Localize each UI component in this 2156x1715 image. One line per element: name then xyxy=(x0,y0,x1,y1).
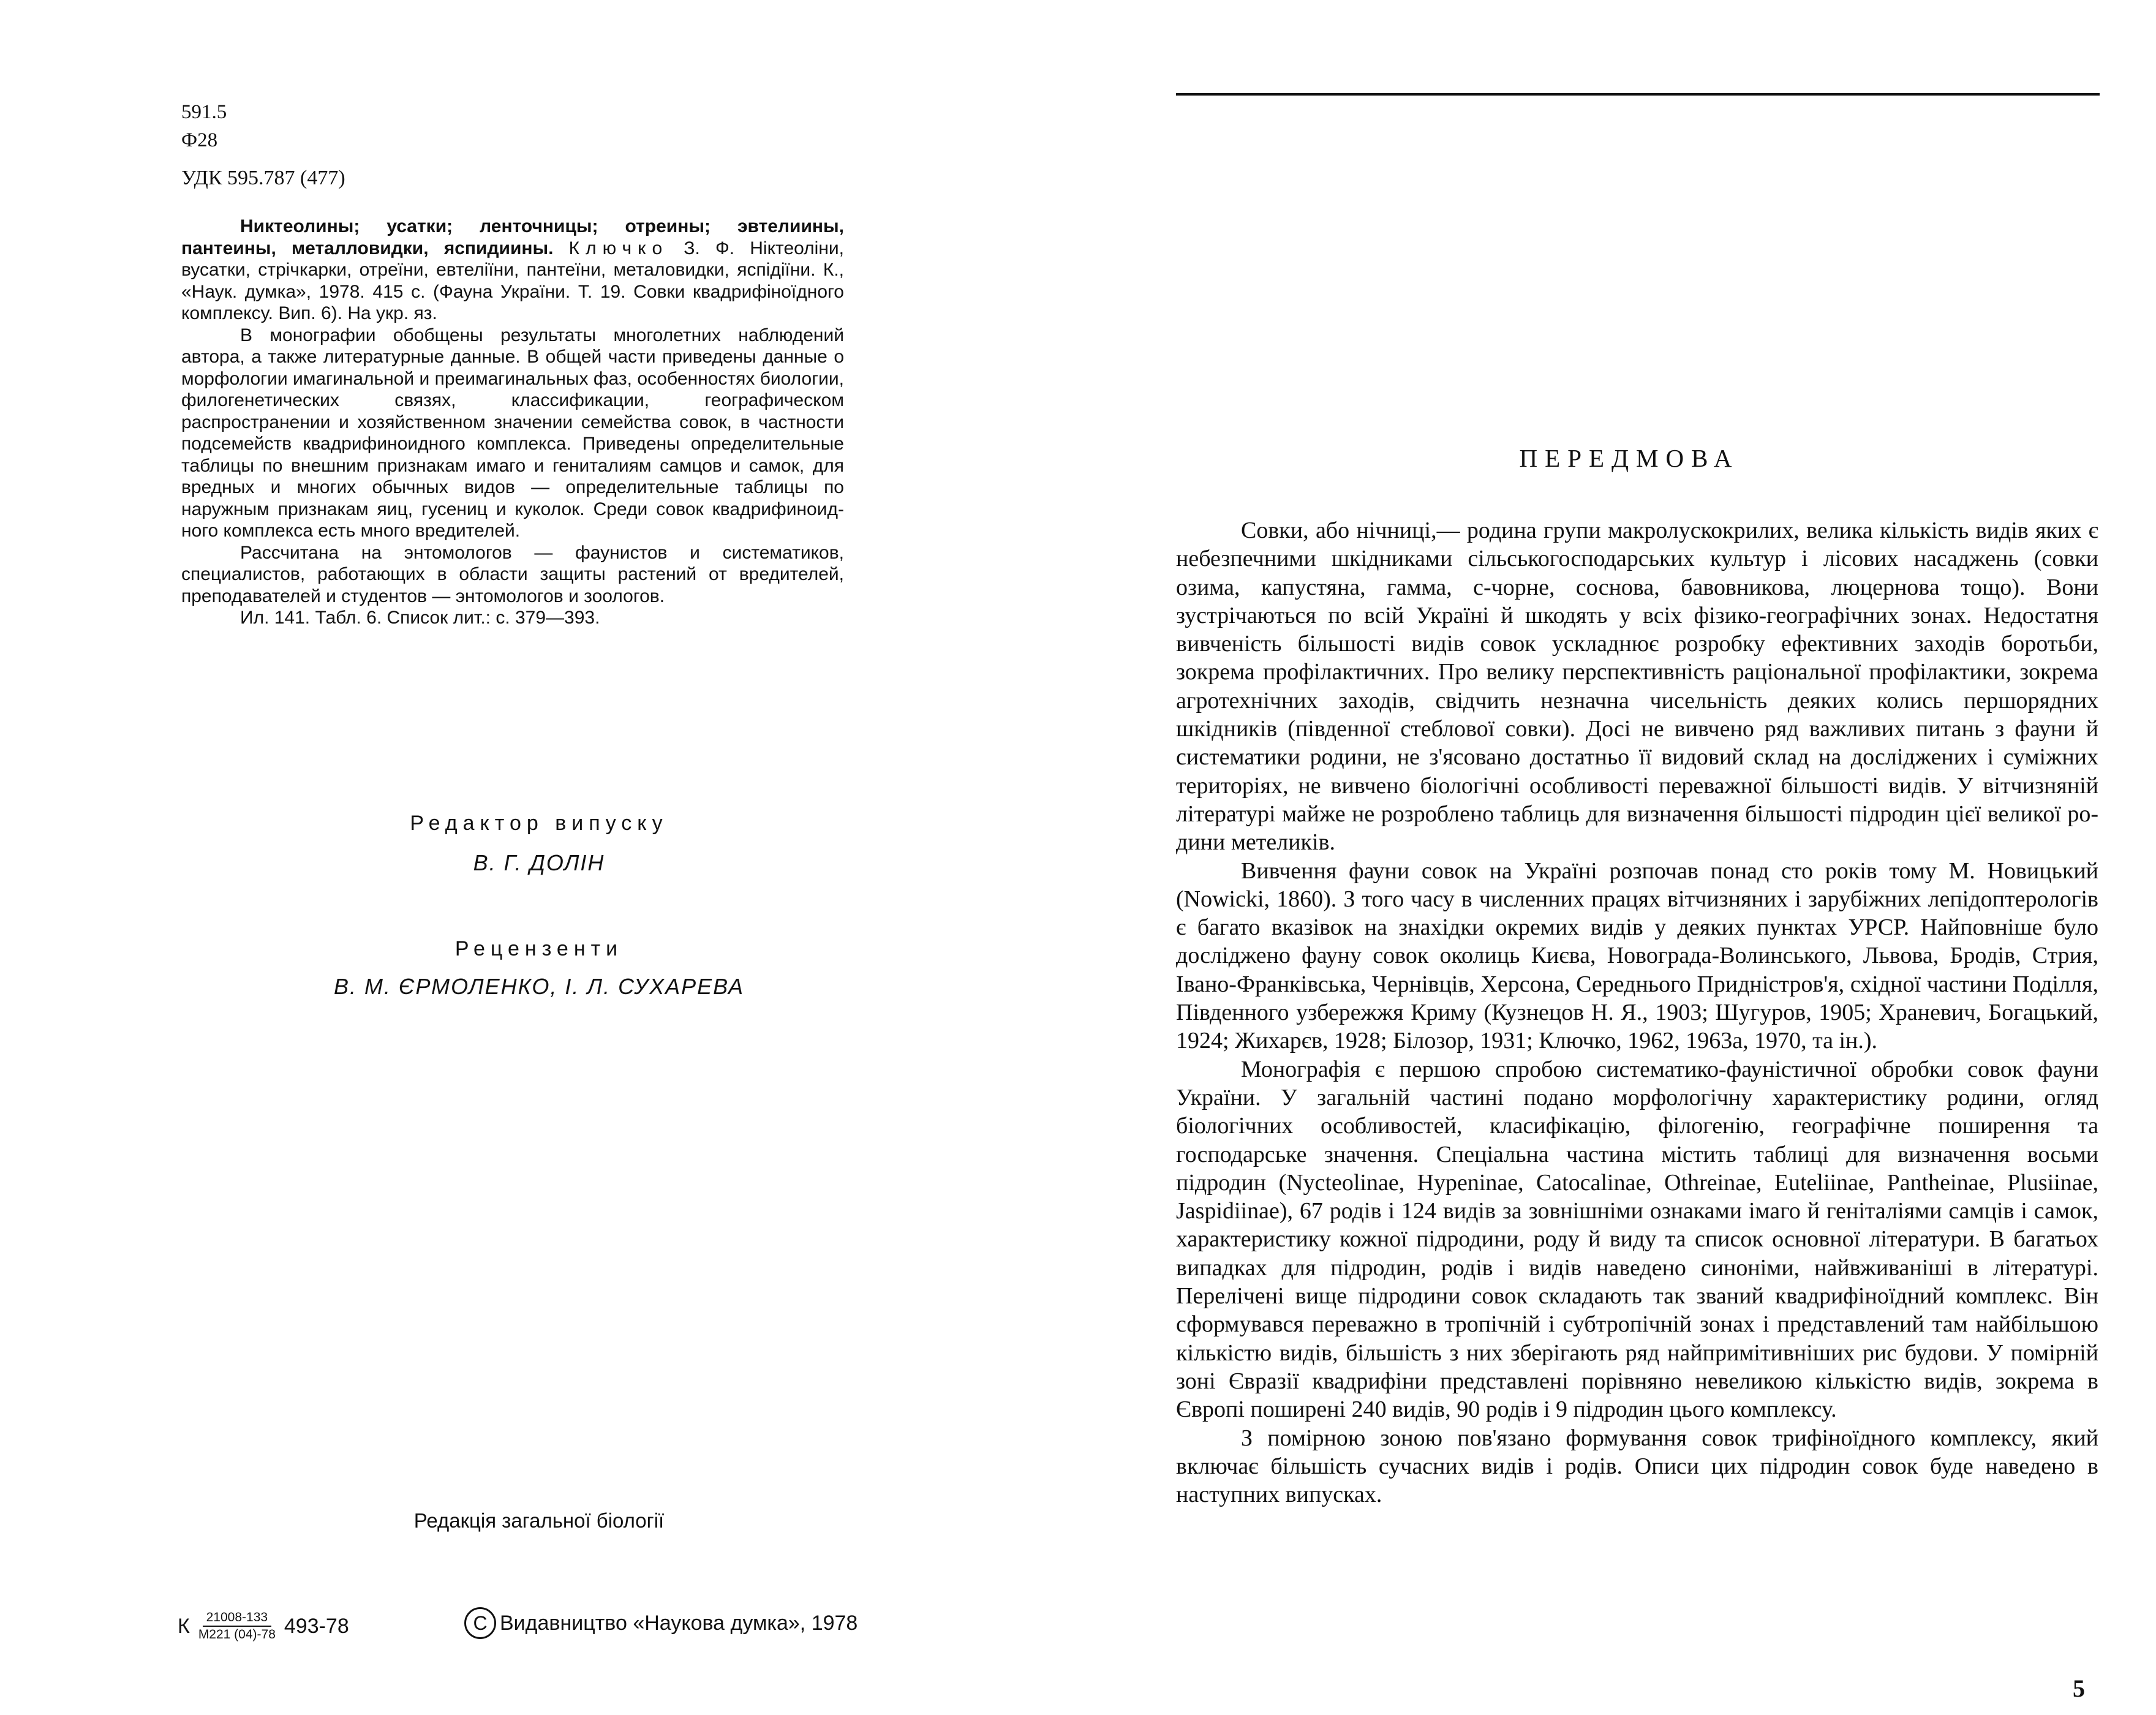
copyright-icon: C xyxy=(464,1607,496,1639)
preface-paragraph: З помірною зоною пов'язано формування совок трифіноїдного комплексу, який включає більшість сучасних видів і родів. Описи цих підродин совок буде наведено в наступних випусках. xyxy=(1176,1425,2098,1508)
preface-paragraph: Монографія є першою спробою систематико-фауністичної обробки совок фауни України. У загальній частині подано морфологічну характеристику родини, огляд біологічних особливостей, класифікацію, філогенію, географічне поширення та господарське значення. Спеціальна частина містить таблиці для визначення восьми підродин (Nycteolinae, Hypeninae, Catocalinae, Othreinae, Euteliinae, Pantheinae, Plusiinae, Jaspidiinae), 67 родів і 124 видів за зовнішніми ознаками імаго й геніталіями самців і самок, характеристику кожної підродини, роду й виду та список основної літератури. В багатьох випадках для підродин, родів і видів наведено синоніми, найвживаніші в літературі. Перелічені вище підродини совок складають так званий квадрифіноїдний комплекс. Він сформувався переважно в тропічній і субтропічній зонах і представлений там найбільшою кількістю видів, більшість з них зберігають ряд найпримітивніших рис будови. У помірній зоні Євразії квадрифіни представлені порівняно невеликою кількістю видів, зокрема в Європі поширені 240 видів, 90 родів і 9 підродин цього комплексу. xyxy=(1176,1056,2098,1423)
copyright-line xyxy=(464,1607,858,1639)
pub-code-numerator: 21008-133 xyxy=(203,1610,271,1627)
reviewers-names: В. М. ЄРМОЛЕНКО, І. Л. СУХАРЕВА xyxy=(334,974,744,999)
preface-paragraph: Совки, або нічниці,— родина групи макролускокрилих, велика кількість видів яких є небезпечними шкідниками сільськогосподарських культур і лісових насаджень (совки озима, капустяна, гамма, с-чорне, соснова, бавовникова, люцернова тощо). Вони зустрічаються по всій Україні й шкодять у всіх фізико-географічних зонах. Недостатня вивченість більшості видів совок ускладнює розробку ефективних заходів боротьби, зокрема профілактичних. Про велику перспективність раціональної профілактики, зокрема агротехнічних заходів, свідчить незначна чисельність деяких колись першорядних шкідників (південної стеблової совки). Досі не вивчено ряд важливих питань з фауни й систематики родини, не з'ясовано достатньо її видовий склад на досліджених і суміжних територіях, не вивчено біологічні особливості переважної більшості видів. У вітчизняній літературі майже не розроблено таблиць для визначення більшості підродин цієї великої родини метеликів. xyxy=(1176,518,2098,856)
preface-body xyxy=(1176,516,2098,1509)
bibliographic-abstract xyxy=(181,216,844,629)
abstract-paragraph: Ил. 141. Табл. 6. Список лит.: с. 379—393. xyxy=(240,608,600,628)
bibliographic-entry xyxy=(181,216,844,325)
classification-codes xyxy=(181,98,227,154)
abstract-paragraph: Рассчитана на энтомологов — фаунистов и систематиков, специалистов, работающих в области защиты растений от вредителей, преподавателей и студентов — энтомологов и зоологов. xyxy=(181,542,844,606)
pub-code-denominator: М221 (04)-78 xyxy=(198,1627,276,1642)
editor-heading: Редактор випуску xyxy=(410,812,668,835)
pub-code-fraction xyxy=(195,1610,279,1643)
copyright-text: Видавництво «Наукова думка», 1978 xyxy=(500,1611,858,1635)
editor-name: В. Г. ДОЛІН xyxy=(473,850,605,875)
page-number: 5 xyxy=(2073,1675,2085,1702)
entry-title: Никтеолины; усатки; ленточницы; отреины; эвтелиины, пантеины, металловидки, яспидиины. xyxy=(181,216,844,258)
page-title: ПЕРЕДМОВА xyxy=(1519,444,1740,472)
editorial-department: Редакція загальної біології xyxy=(413,1509,665,1532)
classification-code: Ф28 xyxy=(181,129,218,151)
reviewers-heading: Рецензенти xyxy=(454,937,624,960)
pub-code-prefix: К xyxy=(178,1614,190,1638)
entry-author: Ключко xyxy=(568,238,669,258)
pub-code-suffix: 493-78 xyxy=(284,1614,349,1638)
right-page xyxy=(1078,0,2156,1715)
udc-code: УДК 595.787 (477) xyxy=(181,167,345,189)
entry-details: З. Ф. Ніктеоліни, вусатки, стрічкарки, отреїни, евтеліїни, пантеїни, металовидки, яспідіїни. К., «Наук. думка», 1978. 415 с. (Фауна України. Т. 19. Совки квадрифіноїдного комплексу. Вип. 6). На укр. яз. xyxy=(181,238,844,323)
classification-code: 591.5 xyxy=(181,101,227,123)
preface-paragraph: Вивчення фауни совок на Україні розпочав понад сто років тому М. Новицький (Nowicki, 1860). З того часу в численних працях вітчизняних і зарубіжних лепідоптерологів є багато вказівок на знахідки окремих видів у деяких пунктах УРСР. Найповніше було досліджено фауну совок околиць Києва, Новограда-Волинського, Львова, Бродів, Стрия, Івано-Франківська, Чернівців, Херсона, Середнього Придністров'я, східної частини Поділля, Південного узбережжя Криму (Кузнецов Н. Я., 1903; Шугуров, 1905; Храневич, Богацький, 1924; Жихарєв, 1928; Білозор, 1931; Ключко, 1962, 1963а, 1970, та ін.). xyxy=(1176,858,2098,1054)
header-rule xyxy=(1176,93,2100,96)
publication-code xyxy=(178,1610,349,1643)
abstract-paragraph: В монографии обобщены результаты многолетних наблюдений автора, а также литературные данные. В общей части приведены данные о морфологии имагинальной и преимагинальных фаз, особенностях биологии, филогенетических связях, классификации, географическом распространении и хозяйственном значении семейства совок, в частности подсемейств квадрифиноидного комплекса. Приведены определительные таблицы по внешним признакам имаго и гениталиям самцов и самок, для вредных и многих обычных видов — определительные таблицы по наружным признакам яиц, гусениц и куколок. Среди совок квадрифиноидного комплекса есть много вредителей. xyxy=(181,325,844,541)
